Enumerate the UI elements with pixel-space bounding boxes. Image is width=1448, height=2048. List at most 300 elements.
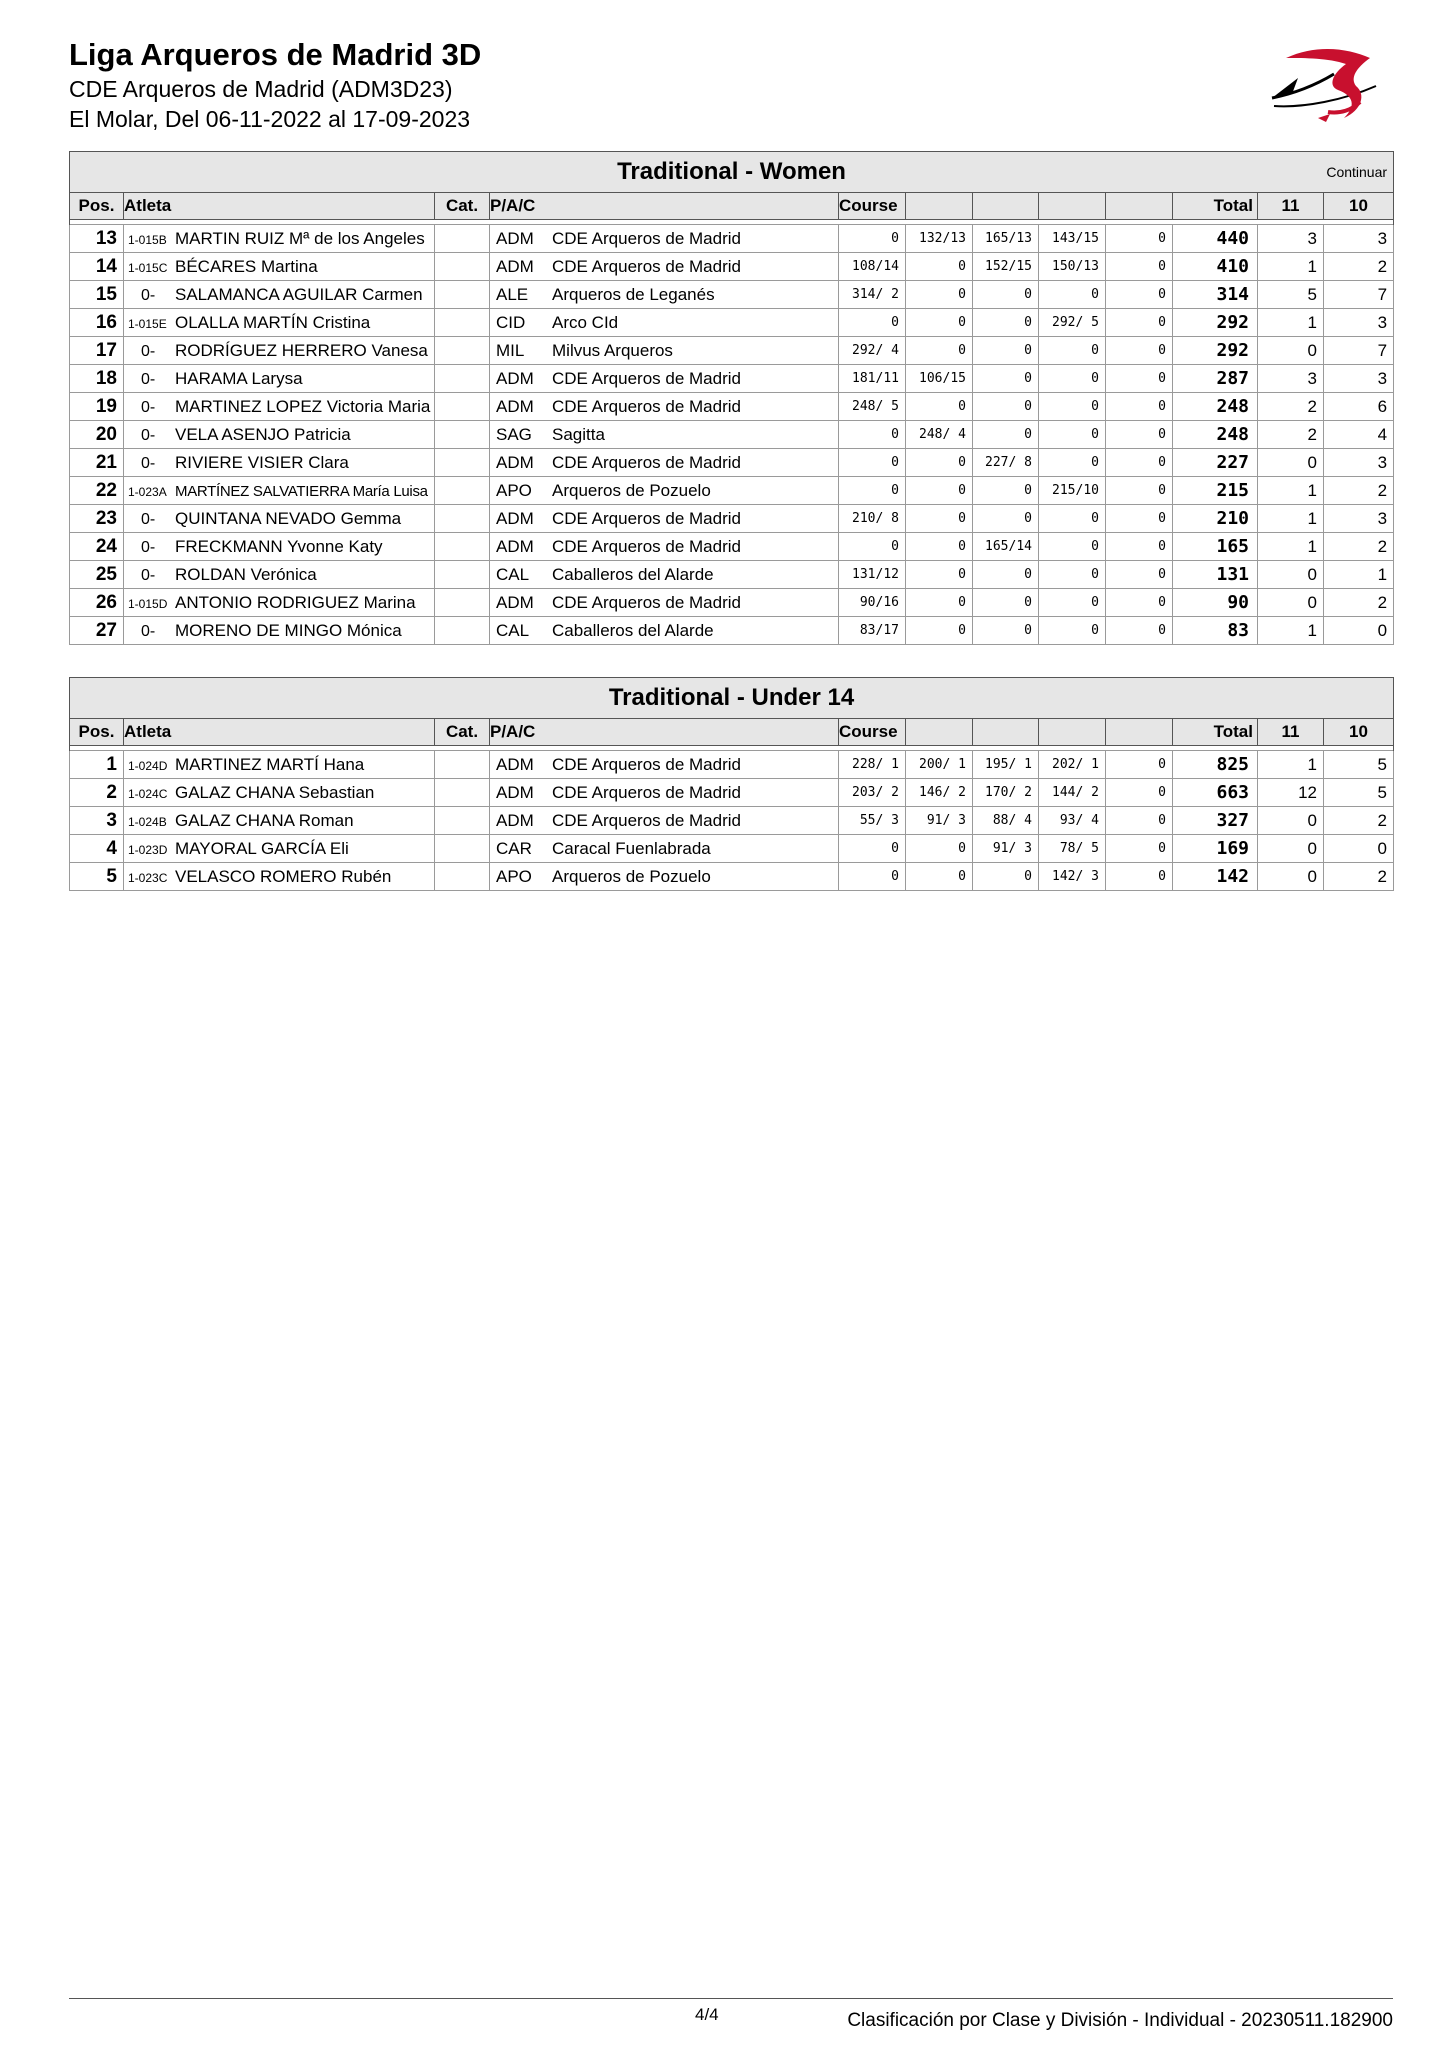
position-cell: 4 [70, 835, 124, 863]
count-10-cell: 2 [1324, 533, 1394, 561]
table-row [70, 505, 1394, 533]
count-10-cell: 7 [1324, 281, 1394, 309]
round-score-cell: 0 [906, 477, 973, 505]
athlete-name: MAYORAL GARCÍA Eli [175, 839, 349, 858]
category-cell [435, 421, 490, 449]
club-code: ALE [496, 284, 529, 304]
club-cell [490, 421, 839, 449]
round-score-cell: 132/13 [906, 225, 973, 253]
results-table [69, 151, 1394, 645]
round-score-cell: 78/ 5 [1039, 835, 1106, 863]
club-name: Sagitta [552, 424, 605, 444]
position-cell: 22 [70, 477, 124, 505]
position-cell: 18 [70, 365, 124, 393]
section-title: Traditional - Under 14 [608, 684, 855, 711]
count-10-cell: 2 [1324, 253, 1394, 281]
round-score-cell: 0 [973, 421, 1039, 449]
col-header-11: 11 [1258, 719, 1324, 746]
athlete-bib: 1-024B [128, 815, 167, 829]
col-header-round-5 [1106, 719, 1173, 746]
round-score-cell: 165/13 [973, 225, 1039, 253]
category-cell [435, 477, 490, 505]
col-header-round-5 [1106, 193, 1173, 220]
count-11-cell: 1 [1258, 533, 1324, 561]
club-name: CDE Arqueros de Madrid [552, 536, 741, 556]
round-score-cell: 0 [1039, 449, 1106, 477]
round-score-cell: 0 [1039, 589, 1106, 617]
category-cell [435, 281, 490, 309]
round-score-cell: 292/ 5 [1039, 309, 1106, 337]
athlete-name: VELASCO ROMERO Rubén [175, 867, 392, 886]
page-title: Liga Arqueros de Madrid 3D [69, 37, 482, 72]
round-score-cell: 144/ 2 [1039, 779, 1106, 807]
club-code: ADM [496, 592, 534, 612]
athlete-name: QUINTANA NEVADO Gemma [175, 509, 402, 528]
position-cell: 25 [70, 561, 124, 589]
athlete-name: RODRÍGUEZ HERRERO Vanesa [175, 341, 428, 360]
club-name: CDE Arqueros de Madrid [552, 592, 741, 612]
athlete-cell [124, 617, 435, 645]
table-row [70, 449, 1394, 477]
section-traditional-under-14 [69, 677, 1393, 891]
round-score-cell: 248/ 5 [839, 393, 906, 421]
category-cell [435, 225, 490, 253]
total-score-cell: 169 [1173, 835, 1258, 863]
count-10-cell: 3 [1324, 365, 1394, 393]
table-row [70, 225, 1394, 253]
count-11-cell: 1 [1258, 253, 1324, 281]
position-cell: 16 [70, 309, 124, 337]
round-score-cell: 0 [839, 835, 906, 863]
total-score-cell: 131 [1173, 561, 1258, 589]
round-score-cell: 91/ 3 [973, 835, 1039, 863]
table-row [70, 533, 1394, 561]
round-score-cell: 228/ 1 [839, 751, 906, 779]
round-score-cell: 55/ 3 [839, 807, 906, 835]
athlete-bib: 1-015B [128, 233, 167, 247]
athlete-cell [124, 589, 435, 617]
col-header-round-3 [973, 719, 1039, 746]
count-10-cell: 0 [1324, 835, 1394, 863]
club-cell [490, 779, 839, 807]
position-cell: 13 [70, 225, 124, 253]
athlete-cell [124, 393, 435, 421]
section-title: Traditional - Women [617, 158, 846, 185]
round-score-cell: 0 [839, 863, 906, 891]
footer-description: Clasificación por Clase y División - Individual - 20230511.182900 [847, 2010, 1393, 2031]
club-cell [490, 477, 839, 505]
round-score-cell: 0 [973, 309, 1039, 337]
count-11-cell: 0 [1258, 589, 1324, 617]
round-score-cell: 0 [1106, 863, 1173, 891]
round-score-cell: 0 [1039, 393, 1106, 421]
count-11-cell: 12 [1258, 779, 1324, 807]
round-score-cell: 108/14 [839, 253, 906, 281]
count-10-cell: 3 [1324, 505, 1394, 533]
col-header-10: 10 [1324, 719, 1394, 746]
count-11-cell: 1 [1258, 477, 1324, 505]
athlete-name: MORENO DE MINGO Mónica [175, 621, 402, 640]
round-score-cell: 0 [1039, 337, 1106, 365]
category-cell [435, 751, 490, 779]
athlete-cell [124, 253, 435, 281]
athlete-cell [124, 309, 435, 337]
club-code: ADM [496, 810, 534, 830]
round-score-cell: 195/ 1 [973, 751, 1039, 779]
count-11-cell: 2 [1258, 393, 1324, 421]
count-10-cell: 3 [1324, 225, 1394, 253]
total-score-cell: 327 [1173, 807, 1258, 835]
club-name: CDE Arqueros de Madrid [552, 396, 741, 416]
category-cell [435, 253, 490, 281]
count-10-cell: 1 [1324, 561, 1394, 589]
round-score-cell: 0 [1106, 807, 1173, 835]
position-cell: 15 [70, 281, 124, 309]
athlete-cell [124, 807, 435, 835]
round-score-cell: 0 [839, 421, 906, 449]
athlete-name: SALAMANCA AGUILAR Carmen [175, 285, 423, 304]
position-cell: 26 [70, 589, 124, 617]
position-cell: 1 [70, 751, 124, 779]
count-11-cell: 0 [1258, 835, 1324, 863]
table-row [70, 863, 1394, 891]
document-header [69, 36, 481, 134]
athlete-name: ANTONIO RODRIGUEZ Marina [175, 593, 416, 612]
round-score-cell: 227/ 8 [973, 449, 1039, 477]
athlete-bib: 0- [141, 539, 156, 556]
club-code: MIL [496, 340, 525, 360]
club-name: CDE Arqueros de Madrid [552, 508, 741, 528]
round-score-cell: 0 [1039, 365, 1106, 393]
club-code: ADM [496, 754, 534, 774]
count-11-cell: 1 [1258, 617, 1324, 645]
club-cell [490, 561, 839, 589]
category-cell [435, 533, 490, 561]
table-row [70, 835, 1394, 863]
athlete-bib: 1-023A [128, 485, 167, 499]
position-cell: 21 [70, 449, 124, 477]
athlete-name: RIVIERE VISIER Clara [175, 453, 349, 472]
club-name: Arqueros de Leganés [552, 284, 715, 304]
round-score-cell: 0 [1039, 281, 1106, 309]
round-score-cell: 83/17 [839, 617, 906, 645]
club-name: CDE Arqueros de Madrid [552, 782, 741, 802]
athlete-name: GALAZ CHANA Sebastian [175, 783, 375, 802]
table-row [70, 477, 1394, 505]
club-name: CDE Arqueros de Madrid [552, 452, 741, 472]
round-score-cell: 0 [1039, 421, 1106, 449]
table-row [70, 393, 1394, 421]
round-score-cell: 0 [839, 225, 906, 253]
round-score-cell: 0 [1106, 835, 1173, 863]
round-score-cell: 0 [839, 477, 906, 505]
club-name: CDE Arqueros de Madrid [552, 810, 741, 830]
total-score-cell: 227 [1173, 449, 1258, 477]
col-header-pac: P/A/C [490, 193, 839, 220]
count-10-cell: 2 [1324, 477, 1394, 505]
athlete-name: HARAMA Larysa [175, 369, 303, 388]
athlete-cell [124, 751, 435, 779]
category-cell [435, 449, 490, 477]
club-name: Caballeros del Alarde [552, 620, 714, 640]
total-score-cell: 314 [1173, 281, 1258, 309]
athlete-bib: 0- [141, 427, 156, 444]
col-header-round-3 [973, 193, 1039, 220]
club-name: Arqueros de Pozuelo [552, 480, 711, 500]
round-score-cell: 0 [973, 589, 1039, 617]
round-score-cell: 0 [1106, 253, 1173, 281]
round-score-cell: 0 [906, 589, 973, 617]
round-score-cell: 0 [973, 617, 1039, 645]
club-cell [490, 281, 839, 309]
category-cell [435, 393, 490, 421]
round-score-cell: 0 [1039, 617, 1106, 645]
athlete-cell [124, 337, 435, 365]
club-cell [490, 617, 839, 645]
club-code: CAR [496, 838, 532, 858]
athlete-bib: 0- [141, 399, 156, 416]
total-score-cell: 292 [1173, 309, 1258, 337]
club-cell [490, 309, 839, 337]
round-score-cell: 0 [973, 477, 1039, 505]
athlete-bib: 1-023C [128, 871, 168, 885]
round-score-cell: 0 [906, 533, 973, 561]
athlete-bib: 1-015C [128, 261, 168, 275]
total-score-cell: 825 [1173, 751, 1258, 779]
count-10-cell: 6 [1324, 393, 1394, 421]
category-cell [435, 309, 490, 337]
round-score-cell: 143/15 [1039, 225, 1106, 253]
position-cell: 5 [70, 863, 124, 891]
athlete-cell [124, 421, 435, 449]
round-score-cell: 0 [1106, 393, 1173, 421]
club-name: Arco CId [552, 312, 619, 332]
position-cell: 17 [70, 337, 124, 365]
round-score-cell: 0 [906, 561, 973, 589]
page-number: 4/4 [695, 2005, 719, 2024]
round-score-cell: 0 [906, 449, 973, 477]
round-score-cell: 165/14 [973, 533, 1039, 561]
round-score-cell: 0 [1106, 421, 1173, 449]
count-10-cell: 3 [1324, 309, 1394, 337]
category-cell [435, 505, 490, 533]
position-cell: 14 [70, 253, 124, 281]
round-score-cell: 0 [1106, 337, 1173, 365]
round-score-cell: 0 [973, 505, 1039, 533]
round-score-cell: 0 [1106, 617, 1173, 645]
round-score-cell: 0 [906, 253, 973, 281]
round-score-cell: 0 [1039, 533, 1106, 561]
count-11-cell: 0 [1258, 337, 1324, 365]
round-score-cell: 0 [906, 835, 973, 863]
round-score-cell: 0 [1106, 477, 1173, 505]
athlete-cell [124, 863, 435, 891]
col-header-pos: Pos. [70, 719, 124, 746]
arqueros-de-madrid-logo-icon [1258, 34, 1386, 128]
col-header-athlete: Atleta [124, 193, 435, 220]
col-header-course: Course [839, 719, 906, 746]
round-score-cell: 0 [906, 393, 973, 421]
count-11-cell: 0 [1258, 807, 1324, 835]
athlete-cell [124, 449, 435, 477]
athlete-bib: 0- [141, 623, 156, 640]
club-cell [490, 337, 839, 365]
col-header-11: 11 [1258, 193, 1324, 220]
round-score-cell: 0 [973, 863, 1039, 891]
count-10-cell: 2 [1324, 589, 1394, 617]
club-code: ADM [496, 782, 534, 802]
athlete-name: MARTÍNEZ SALVATIERRA María Luisa [175, 483, 428, 500]
column-header-row [70, 193, 1394, 220]
round-score-cell: 0 [906, 505, 973, 533]
count-11-cell: 3 [1258, 365, 1324, 393]
athlete-bib: 0- [141, 567, 156, 584]
category-cell [435, 835, 490, 863]
count-10-cell: 2 [1324, 863, 1394, 891]
athlete-name: VELA ASENJO Patricia [175, 425, 351, 444]
table-row [70, 807, 1394, 835]
total-score-cell: 248 [1173, 421, 1258, 449]
club-code: ADM [496, 508, 534, 528]
count-10-cell: 7 [1324, 337, 1394, 365]
table-row [70, 617, 1394, 645]
col-header-total: Total [1173, 719, 1258, 746]
col-header-cat: Cat. [435, 719, 490, 746]
count-11-cell: 0 [1258, 449, 1324, 477]
round-score-cell: 248/ 4 [906, 421, 973, 449]
club-code: SAG [496, 424, 532, 444]
club-code: CID [496, 312, 526, 332]
club-name: Arqueros de Pozuelo [552, 866, 711, 886]
table-row [70, 309, 1394, 337]
club-cell [490, 365, 839, 393]
total-score-cell: 215 [1173, 477, 1258, 505]
athlete-cell [124, 477, 435, 505]
category-cell [435, 617, 490, 645]
round-score-cell: 314/ 2 [839, 281, 906, 309]
athlete-name: MARTINEZ MARTÍ Hana [175, 755, 365, 774]
count-10-cell: 2 [1324, 807, 1394, 835]
athlete-cell [124, 225, 435, 253]
count-11-cell: 1 [1258, 309, 1324, 337]
athlete-cell [124, 835, 435, 863]
col-header-round-4 [1039, 719, 1106, 746]
club-cell [490, 393, 839, 421]
count-11-cell: 1 [1258, 505, 1324, 533]
athlete-bib: 1-024C [128, 787, 168, 801]
total-score-cell: 292 [1173, 337, 1258, 365]
position-cell: 20 [70, 421, 124, 449]
total-score-cell: 410 [1173, 253, 1258, 281]
athlete-bib: 1-023D [128, 843, 168, 857]
round-score-cell: 0 [906, 281, 973, 309]
round-score-cell: 170/ 2 [973, 779, 1039, 807]
round-score-cell: 210/ 8 [839, 505, 906, 533]
col-header-course: Course [839, 193, 906, 220]
col-header-10: 10 [1324, 193, 1394, 220]
col-header-round-4 [1039, 193, 1106, 220]
category-cell [435, 337, 490, 365]
results-body [70, 751, 1394, 891]
round-score-cell: 150/13 [1039, 253, 1106, 281]
total-score-cell: 142 [1173, 863, 1258, 891]
athlete-bib: 0- [141, 287, 156, 304]
count-11-cell: 2 [1258, 421, 1324, 449]
round-score-cell: 0 [1106, 449, 1173, 477]
round-score-cell: 0 [1106, 505, 1173, 533]
footer-divider [69, 1998, 1393, 1999]
total-score-cell: 440 [1173, 225, 1258, 253]
club-code: ADM [496, 256, 534, 276]
athlete-cell [124, 281, 435, 309]
round-score-cell: 131/12 [839, 561, 906, 589]
round-score-cell: 0 [1106, 561, 1173, 589]
club-code: CAL [496, 620, 530, 640]
club-cell [490, 449, 839, 477]
total-score-cell: 287 [1173, 365, 1258, 393]
athlete-name: BÉCARES Martina [175, 257, 318, 276]
round-score-cell: 0 [906, 337, 973, 365]
club-name: Caballeros del Alarde [552, 564, 714, 584]
round-score-cell: 0 [1039, 505, 1106, 533]
total-score-cell: 248 [1173, 393, 1258, 421]
section-traditional-women [69, 151, 1393, 645]
athlete-cell [124, 505, 435, 533]
round-score-cell: 200/ 1 [906, 751, 973, 779]
athlete-bib: 0- [141, 455, 156, 472]
col-header-cat: Cat. [435, 193, 490, 220]
round-score-cell: 90/16 [839, 589, 906, 617]
athlete-bib: 0- [141, 371, 156, 388]
round-score-cell: 0 [1106, 751, 1173, 779]
table-row [70, 561, 1394, 589]
category-cell [435, 589, 490, 617]
count-10-cell: 4 [1324, 421, 1394, 449]
count-10-cell: 5 [1324, 779, 1394, 807]
table-row [70, 421, 1394, 449]
round-score-cell: 0 [839, 309, 906, 337]
club-cell [490, 505, 839, 533]
venue-dates: El Molar, Del 06-11-2022 al 17-09-2023 [69, 106, 471, 132]
round-score-cell: 0 [973, 561, 1039, 589]
round-score-cell: 106/15 [906, 365, 973, 393]
table-row [70, 779, 1394, 807]
count-10-cell: 5 [1324, 751, 1394, 779]
round-score-cell: 93/ 4 [1039, 807, 1106, 835]
club-code: ADM [496, 228, 534, 248]
club-cell [490, 533, 839, 561]
position-cell: 23 [70, 505, 124, 533]
col-header-athlete: Atleta [124, 719, 435, 746]
position-cell: 24 [70, 533, 124, 561]
athlete-cell [124, 561, 435, 589]
round-score-cell: 181/11 [839, 365, 906, 393]
round-score-cell: 0 [1106, 533, 1173, 561]
club-cell [490, 835, 839, 863]
round-score-cell: 202/ 1 [1039, 751, 1106, 779]
athlete-name: MARTINEZ LOPEZ Victoria Maria [175, 397, 431, 416]
col-header-pos: Pos. [70, 193, 124, 220]
total-score-cell: 210 [1173, 505, 1258, 533]
col-header-round-2 [906, 193, 973, 220]
count-11-cell: 1 [1258, 751, 1324, 779]
round-score-cell: 0 [1039, 561, 1106, 589]
club-code: APO [496, 480, 532, 500]
table-row [70, 365, 1394, 393]
table-row [70, 751, 1394, 779]
round-score-cell: 91/ 3 [906, 807, 973, 835]
continue-label: Continuar [1326, 164, 1388, 180]
